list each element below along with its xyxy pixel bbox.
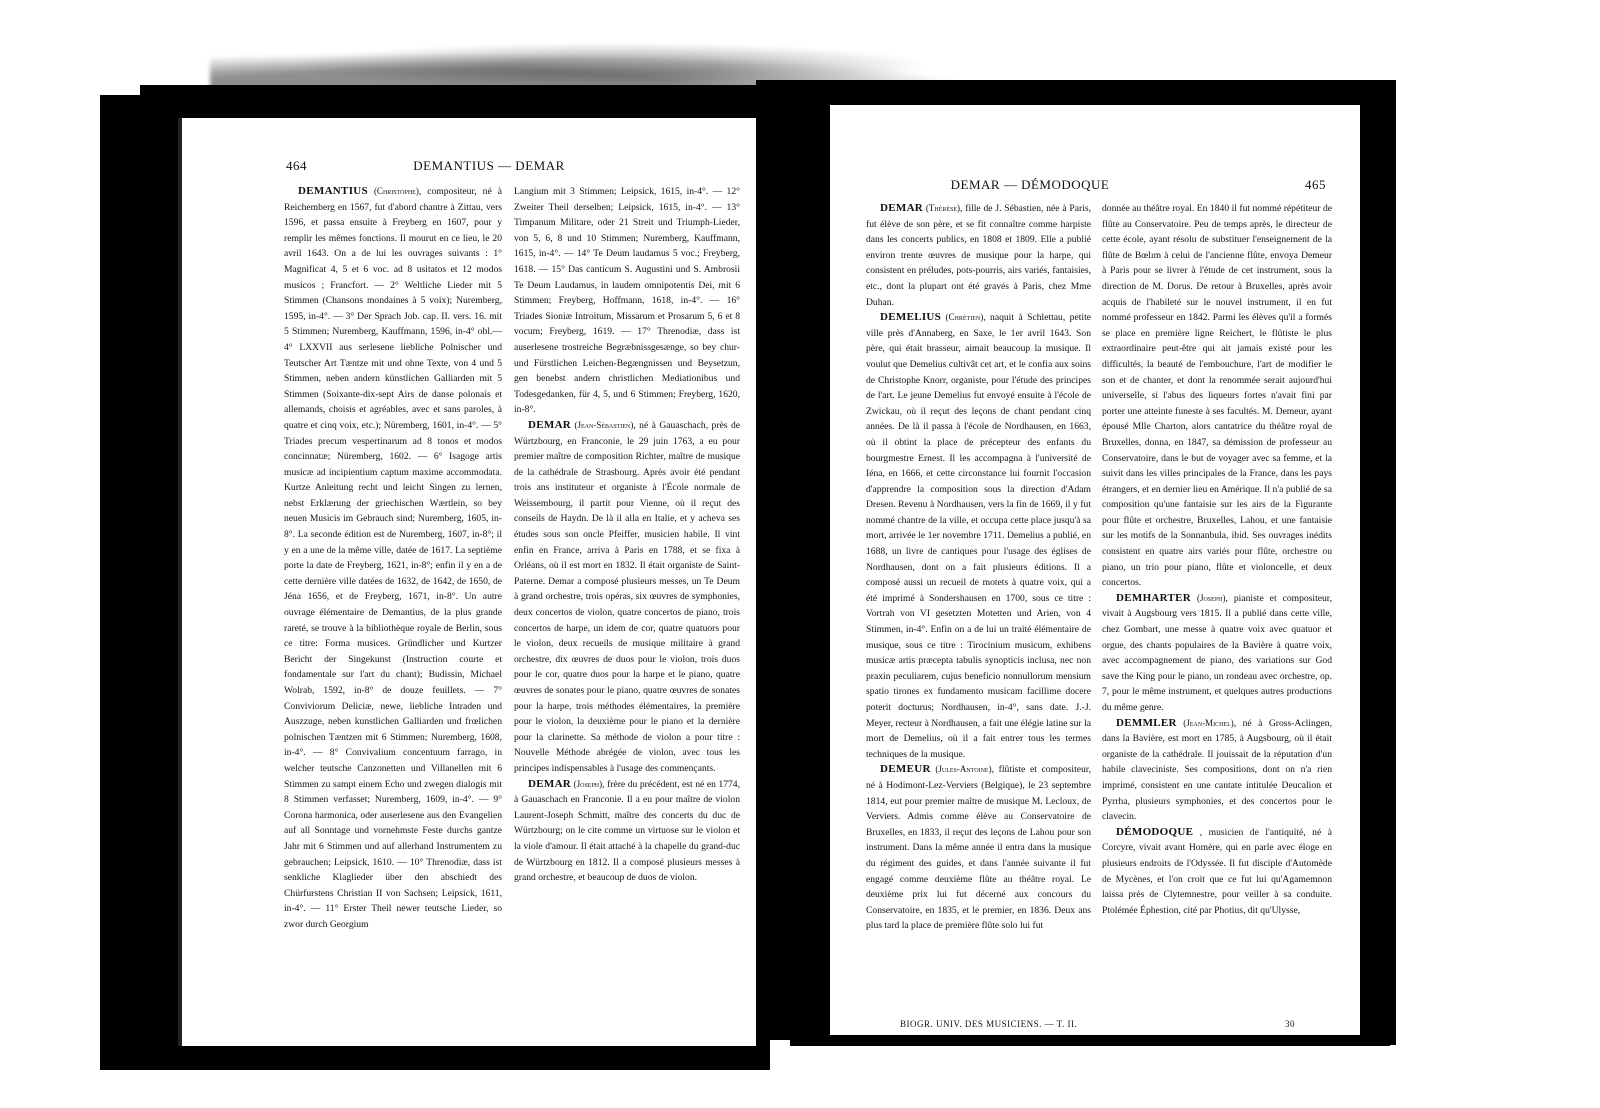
running-head-title: DEMAR — DÉMODOQUE [950, 177, 1110, 192]
running-head-title: DEMANTIUS — DEMAR [413, 158, 565, 173]
left-column-1 [284, 184, 502, 933]
entry-name: DEMAR [528, 777, 572, 790]
entry-name: DEMANTIUS [298, 185, 368, 197]
entry-name: DEMEUR [880, 763, 931, 776]
entry-text: , fille de J. Sébastien, née à Paris, fut élève de son père, et se fit connaître comme harpiste dans les concerts publics, en 1808 et 1809. Elle a publié environ trente œuvres de musique pour la harpe, qui consistent en préludes, pots-pourris, airs variés, fantaisies, etc., dont la plupart ont été gravés à Paris, chez Mme Duhan. [866, 203, 1091, 308]
entry-name: DÉMODOQUE [1116, 825, 1194, 838]
footer-signature: BIOGR. UNIV. DES MUSICIENS. — T. II. [900, 1019, 1078, 1029]
entry-qualifier: (Christophe) [373, 186, 419, 196]
entry [284, 184, 502, 933]
right-running-head [830, 177, 1360, 197]
entry-text: Langium mit 3 Stimmen; Leipsick, 1615, in-4°. — 12° Zweiter Theil derselben; Leipsick, 1615, in-4°. — 13° Timpanum Militare, oder 21 Streit und Triumph-Lieder, von 5, 6, 8 und 10 Stimmen; Nuremberg, Kauffmann, 1615, in-4°. — 14° Te Deum laudamus 5 voc.; Freyberg, 1618. — 15° Das canticum S. Augustini und S. Ambrosii Te Deum Laudamus, in laudem omnipotentis Dei, mit 6 Stimmen; Freyberg, Hoffmann, 1618, in-4°. — 16° Triades Sioniæ Introitum, Missarum et Prosarum 5, 6 et 8 vocum; Freyberg, 1619. — 17° Threnodiæ, dass ist auserlesene trostreiche Begræbnissgesænge, so bey chur-und Fürstlichen Leichen-Begængnissen und Beysetzun, gen benebst andern christlichen Mediationibus und Todesgedanken, für 4, 5, und 6 Stimmen; Freyberg, 1620, in-8°. [514, 186, 740, 416]
entry-text: , naquit à Schlettau, petite ville près d'Annaberg, en Saxe, le 1er avril 1643. Son père, qui était brasseur, aimait beaucoup la musique. Il voulut que Demelius cultivât cet art, et le confia aux soins de Christophe Knorr, organiste, pour l'étude des principes de l'art. Le jeune Demelius fut envoyé ensuite à l'école de Zwickau, où il reçut des leçons de chant pendant cinq années. De là il passa à l'école de Nordhausen, en 1663, où il obtint la place de précepteur des enfants du bourgmestre Ernest. Il les accompagna à l'université de Iéna, en 1666, et cette circonstance lui fournit l'occasion d'apprendre la composition sous la direction d'Adam Dresen. Revenu à Nordhausen, vers la fin de 1669, il y fut nommé chantre de la ville, et occupa cette place jusqu'à sa mort, arrivée le 1er novembre 1711. Demelius a publié, en 1688, un livre de cantiques pour l'usage des églises de Nordhausen, dont on a fait plusieurs éditions. Il a composé aussi un recueil de motets à quatre voix, qui a été imprimé à Sondershausen en 1700, sous ce titre : Vortrah von VI gesetzten Motetten und Arien, von 4 Stimmen, in-4°. Enfin on a de lui un traité élémentaire de musique, sous ce titre : Tirocinium musicum, exhibens musicæ artis præcepta tabulis synopticis inclusa, nec non praxin peculiarem, cujus beneficio nonnullorum mensium spatio tirones ex fundamento musicam facillime docere poterit docturus; Nordhausen, in-4°, sans date. J.-J. Meyer, recteur à Nordhausen, a fait une élégie latine sur la mort de Demelius, où il a fait entrer tous les termes techniques de la musique. [866, 312, 1091, 760]
entry-name: DEMELIUS [880, 311, 942, 324]
entry [866, 201, 1091, 310]
entry-text: , né à Gauaschach, près de Würtzbourg, en Franconie, le 29 juin 1763, a eu pour premier maître de composition Richter, maître de musique de la cathédrale de Strasbourg. Après avoir été pendant trois ans instituteur et organiste à l'École normale de Weissembourg, il partit pour Vienne, où il reçut des conseils de Haydn. De là il alla en Italie, et y acheva ses études sous son oncle Pfeiffer, musicien habile. Il vint enfin en France, arriva à Paris en 1788, et se fixa à Orléans, où il est mort en 1832. Il était organiste de Saint-Paterne. Demar a composé plusieurs messes, un Te Deum à grand orchestre, trois opéras, six œuvres de symphonies, deux concertos de violon, quatre concertos de piano, trois concertos de harpe, un idem de cor, quatre quatuors pour le violon, deux recueils de musique militaire à grand orchestre, dix œuvres de duos pour le violon, trois duos pour le cor, quatre duos pour la harpe et le piano, quatre œuvres de sonates pour le piano, quatre œuvres de sonates pour la harpe, trois méthodes élémentaires, la première pour le violon, la deuxième pour le piano et la dernière pour la clarinette. Sa méthode de violon a pour titre : Nouvelle Méthode abrégée de violon, avec tous les principes indispensables à l'usage des commençants. [514, 419, 740, 774]
left-column-2 [514, 184, 740, 886]
entry-text: , né à Gross-Aclingen, dans la Bavière, est mort en 1785, à Augsbourg, où il était organiste de la cathédrale. Il jouissait de la réputation d'un habile claveciniste. Ses compositions, dont on n'a rien imprimé, consistent en une cantate intitulée Deucalion et Pyrrha, plusieurs symphonies, et des concertos pour le clavecin. [1102, 717, 1332, 823]
entry-text: donnée au théâtre royal. En 1840 il fut nommé répétiteur de flûte au Conservatoire. Peu de temps après, le directeur de cette école, ayant résolu de substituer l'enseignement de la flûte de Bœlım à celui de l'ancienne flûte, envoya Demeur à Paris pour se livrer à l'étude de cet instrument, sous la direction de M. Dorus. De retour à Bruxelles, après avoir acquis de l'habileté sur le nouvel instrument, il en fut nommé professeur en 1842. Parmi les élèves qu'il a formés se place en première ligne Reichert, le flûtiste le plus extraordinaire peut-être qui ait jamais existé pour les difficultés, la beauté de l'embouchure, l'art de modifier le son et de chanter, et dont la renommée serait aujourd'hui universelle, si l'abus des liqueurs fortes n'avait fini par porter une atteinte funeste à ses facultés. M. Demeur, ayant épousé Mlle Charton, alors cantatrice du théâtre royal de Bruxelles, donna, en 1847, sa démission de professeur au Conservatoire, dans le but de voyager avec sa femme, et la suivit dans les villes principales de la France, dans les pays étrangers, et en dernier lieu en Amérique. Il n'a publié de sa composition qu'une fantaisie sur les airs de la Figurante pour flûte et orchestre, Bruxelles, Lahou, et une fantaisie sur les motifs de la Sonnanbula, ibid. Ses ouvrages inédits consistent en quatre airs variés pour flûte, orchestre ou piano, un trio pour piano, flûte et violoncelle, et deux concertos. [1102, 203, 1332, 589]
entry [1102, 591, 1332, 716]
entry [514, 184, 740, 418]
entry-qualifier: (Jean-Michel) [1183, 717, 1234, 728]
right-page-right-edge [1358, 80, 1396, 1045]
entry-text: , pianiste et compositeur, vivait à Augsbourg vers 1815. Il a publié dans cette ville, chez Gombart, une messe à quatre voix avec quatuor et orgue, des chants populaires de la Bavière à quatre voix, avec accompagnement de piano, des variations sur God save the King pour le piano, un rondeau avec orchestre, op. 7, pour le même instrument, et quelques autres productions du même genre. [1102, 592, 1333, 713]
entry [1102, 716, 1332, 825]
entry-name: DEMMLER [1116, 716, 1177, 729]
right-column-1 [866, 201, 1091, 934]
entry-name: DEMAR [528, 418, 572, 431]
entry-name: DEMHARTER [1116, 591, 1192, 604]
entry [1102, 825, 1332, 919]
entry [514, 418, 740, 777]
entry-text: , musicien de l'antiquité, né à Corcyre, vivait avant Homère, qui en parle avec éloge en plusieurs endroits de l'Odyssée. Il fut disciple d'Automède de Mycènes, et l'on croit que ce fut lui qu'Agamemnon laissa près de Clytemnestre, pour veiller à sa conduite. Ptolémée Éphestion, cité par Photius, dit qu'Ulysse, [1102, 826, 1332, 916]
entry [866, 762, 1091, 934]
entry-qualifier: (Jean-Sébastien) [574, 419, 634, 430]
entry [1102, 201, 1332, 591]
entry [514, 777, 740, 886]
page-number: 464 [286, 158, 307, 173]
entry-text: , frère du précédent, est né en 1774, à Gauaschach en Franconie. Il a eu pour maître de violon Laurent-Joseph Schmitt, maître des concerts du duc de Würtzbourg; on le cite comme un virtuose sur le violon et la viole d'amour. Il était attaché à la chapelle du grand-duc de Würtzbourg en 1812. Il a composé plusieurs messes à grand orchestre, et beaucoup de duos de violon. [514, 778, 740, 884]
left-page-edge [100, 95, 190, 1070]
page-number: 465 [1305, 177, 1326, 192]
left-page [178, 118, 756, 1046]
entry-qualifier: (Thérèse) [925, 203, 961, 213]
right-column-2 [1102, 201, 1332, 918]
entry-qualifier: (Jules-Antoine) [935, 764, 992, 775]
right-page [830, 105, 1360, 1035]
entry-qualifier: (Joseph) [573, 778, 603, 789]
entry-name: DEMAR [880, 202, 924, 214]
entry-text: , flûtiste et compositeur, né à Hodimont-Lez-Verviers (Belgique), le 23 septembre 1814, eut pour premier maître de musique M. Lecloux, de Verviers. Admis comme élève au Conservatoire de Bruxelles, en 1833, il reçut des leçons de Lahou pour son instrument. Dans la même année il entra dans la musique du régiment des guides, et dans l'année suivante il fut engagé comme deuxième flûte au théâtre royal. Le deuxième prix lui fut décerné aux concours du Conservatoire, en 1835, et le premier, en 1836. Deux ans plus tard la place de première flûte solo lui fut [866, 764, 1091, 932]
entry-qualifier: (Joseph) [1197, 592, 1226, 603]
book-spine [756, 80, 830, 1040]
entry-text: , compositeur, né à Reichemberg en 1567, fut d'abord chantre à Zittau, vers 1596, et passa ensuite à Freyberg en 1607, pour y remplir les mêmes fonctions. Il mourut en ce lieu, le 20 avril 1643. On a de lui les ouvrages suivants : 1° Magnificat 4, 5 et 6 voc. ad 8 usitatos et 12 modos musicos ; Francfort. — 2° Weltliche Lieder mit 5 Stimmen (Chansons mondaines à 5 voix); Nuremberg, 1595, in-4°. — 3° Der Sprach Job. cap. II. vers. 16. mit 5 Stimmen; Nuremberg, Kauffmann, 1596, in-4° obl.— 4° LXXVII aus serlesene liebliche Polnischer und Teutscher Art Tæntze mit und ohne Texte, von 4 und 5 Stimmen, neben andern künstlichen Galliarden mit 5 Stimmen (Soixante-dix-sept Airs de danse polonais et allemands, choisis et agréables, avec et sans paroles, à quatre et cinq voix, etc.); Nüremberg, 1601, in-4°. — 5° Triades precum vespertinarum ad 8 tonos et modos concinnatæ; Nüremberg, 1602. — 6° Isagoge artis musicæ ad incipientium captum maxime accommodata. Kurtze Anleitung recht und leicht Singen zu lernen, nebst Erklærung der griechischen Wærtlein, so bey neuen Musicis im Gebrauch sind; Nuremberg, 1605, in-8°. La seconde édition est de Nuremberg, 1607, in-8°; il y en a une de la même ville, datée de 1617. La septième porte la date de Freyberg, 1621, in-8°; enfin il y en a de cette dernière ville datées de 1632, de 1642, de 1650, de Jéna 1656, et de Freyberg, 1671, in-8°. Un autre ouvrage élémentaire de Demantius, de la plus grande rareté, se trouve à la bibliothèque royale de Berlin, sous ce titre: Forma musices. Gründlicher und Kurtzer Bericht der Singekunst (Instruction courte et fondamentale sur l'art du chant); Budissin, Michael Wolrab, 1592, in-8° de douze feuillets. — 7° Conviviorum Deliciæ, newe, liebliche Intraden und Auszzuge, neben kunstlichen Galliarden und frœlichen polnischen Tæntzen mit 6 Stimmen; Nuremberg, 1608, in-4°. — 8° Convivalium concentuum farrago, in welcher teutsche Canzonetten und Villanellen mit 6 Stimmen zu sampt einem Echo und zwegen dialogis mit 8 Stimmen verfasset; Nuremberg, 1609, in-4°. — 9° Corona harmonica, oder auserlesene aus den Evangelien auf all Sonntage und vornehmste Feste durchs gantze Jahr mit 6 Stimmen und auf allerhand Instrumentem zu gebrauchen; Leipsick, 1610. — 10° Threnodiæ, dass ist senkliche Klaglieder über den abschiedt des Chürfurstens Christian II von Sachsen; Leipsick, 1611, in-4°. — 11° Erster Theil newer teutsche Lieder, so zwor durch Georgium [284, 186, 502, 930]
left-running-head [182, 158, 756, 178]
entry [866, 310, 1091, 762]
footer-sheet-number: 30 [1285, 1019, 1295, 1029]
entry-qualifier: (Chrétien) [945, 312, 984, 323]
